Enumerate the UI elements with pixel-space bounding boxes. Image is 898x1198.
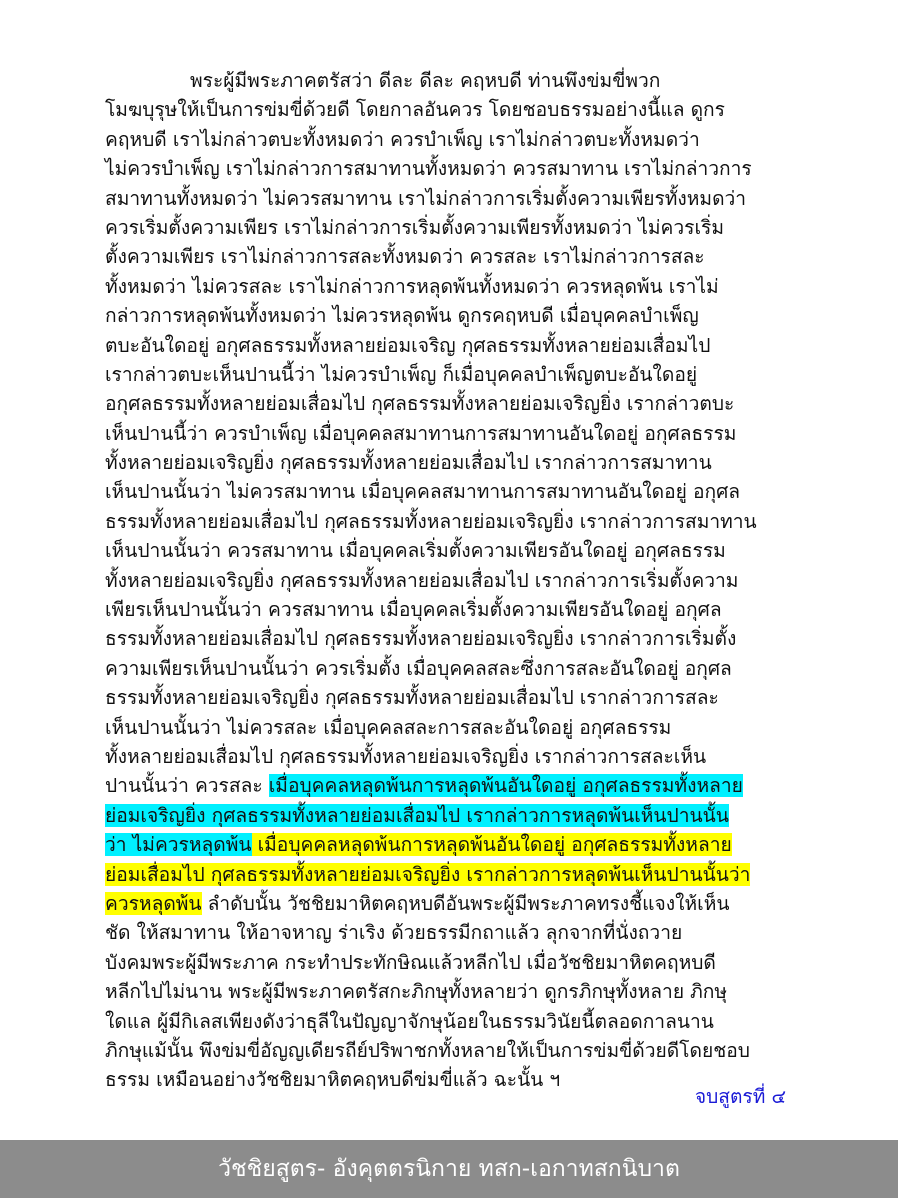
text-line: ชัด ให้สมาทาน ให้อาจหาญ ร่าเริง ด้วยธรรมีกถาแล้ว ลุกจากที่นั่งถวาย	[105, 921, 683, 945]
text-line: บังคมพระผู้มีพระภาค กระทำประทักษิณแล้วหลีกไป เมื่อวัชชิยมาหิตคฤหบดี	[105, 950, 716, 974]
text-line: ทั้งหลายย่อมเจริญยิ่ง กุศลธรรมทั้งหลายย่อมเสื่อมไป เรากล่าวการเริ่มตั้งความ	[105, 568, 739, 592]
text-line: ควรเริ่มตั้งความเพียร เราไม่กล่าวการเริ่มตั้งความเพียรทั้งหมดว่า ไม่ควรเริ่ม	[105, 215, 724, 239]
text-line: สมาทานทั้งหมดว่า ไม่ควรสมาทาน เราไม่กล่าวการเริ่มตั้งความเพียรทั้งหมดว่า	[105, 186, 747, 210]
text-line: เห็นปานนั้นว่า ไม่ควรสละ เมื่อบุคคลสละการสละอันใดอยู่ อกุศลธรรม	[105, 715, 672, 739]
text-line: เพียรเห็นปานนั้นว่า ควรสมาทาน เมื่อบุคคลเริ่มตั้งความเพียรอันใดอยู่ อกุศล	[105, 598, 722, 622]
text-line: ทั้งหลายย่อมเสื่อมไป กุศลธรรมทั้งหลายย่อมเจริญยิ่ง เรากล่าวการสละเห็น	[105, 744, 707, 768]
yellow-highlight: ควรหลุดพ้น	[105, 891, 202, 915]
cyan-highlight: เมื่อบุคคลหลุดพ้นการหลุดพ้นอันใดอยู่ อกุศลธรรมทั้งหลาย	[268, 774, 743, 798]
text-line: โมฆบุรุษให้เป็นการข่มขี่ด้วยดี โดยกาลอันควร โดยชอบธรรมอย่างนี้แล ดูกร	[105, 98, 725, 122]
sutta-body-text	[105, 66, 817, 1095]
footer-bar	[0, 1140, 898, 1198]
text-line: ธรรมทั้งหลายย่อมเจริญยิ่ง กุศลธรรมทั้งหลายย่อมเสื่อมไป เรากล่าวการสละ	[105, 686, 719, 710]
text-segment: ปานนั้นว่า ควรสละ	[105, 774, 269, 798]
text-line: ใดแล ผู้มีกิเลสเพียงดังว่าธุลีในปัญญาจักษุน้อยในธรรมวินัยนี้ตลอดกาลนาน	[105, 1009, 714, 1033]
text-line	[105, 860, 817, 889]
cyan-highlight: ว่า ไม่ควรหลุดพ้น	[105, 833, 252, 857]
yellow-highlight: ย่อมเสื่อมไป กุศลธรรมทั้งหลายย่อมเจริญยิ่ง เรากล่าวการหลุดพ้นเห็นปานนั้นว่า	[105, 862, 751, 886]
text-line: ธรรม เหมือนอย่างวัชชิยมาหิตคฤหบดีข่มขี่แล้ว ฉะนั้น ฯ	[105, 1068, 561, 1092]
text-line: ทั้งหมดว่า ไม่ควรสละ เราไม่กล่าวการหลุดพ้นทั้งหมดว่า ควรหลุดพ้น เราไม่	[105, 274, 719, 298]
text-line: ภิกษุแม้นั้น พึงข่มขี่อัญญเดียรถีย์ปริพาชกทั้งหลายให้เป็นการข่มขี่ด้วยดีโดยชอบ	[105, 1038, 750, 1062]
text-line: กล่าวการหลุดพ้นทั้งหมดว่า ไม่ควรหลุดพ้น ดูกรคฤหบดี เมื่อบุคคลบำเพ็ญ	[105, 304, 699, 328]
text-line: ธรรมทั้งหลายย่อมเสื่อมไป กุศลธรรมทั้งหลายย่อมเจริญยิ่ง เรากล่าวการสมาทาน	[105, 509, 757, 533]
text-line: คฤหบดี เราไม่กล่าวตบะทั้งหมดว่า ควรบำเพ็ญ เราไม่กล่าวตบะทั้งหมดว่า	[105, 127, 700, 151]
text-line: เรากล่าวตบะเห็นปานนี้ว่า ไม่ควรบำเพ็ญ ก็เมื่อบุคคลบำเพ็ญตบะอันใดอยู่	[105, 362, 698, 386]
text-line	[105, 889, 817, 918]
text-line: ไม่ควรบำเพ็ญ เราไม่กล่าวการสมาทานทั้งหมดว่า ควรสมาทาน เราไม่กล่าวการ	[105, 157, 752, 181]
text-line	[105, 771, 817, 800]
text-line	[105, 830, 817, 859]
text-line	[105, 801, 817, 830]
text-line: ธรรมทั้งหลายย่อมเสื่อมไป กุศลธรรมทั้งหลายย่อมเจริญยิ่ง เรากล่าวการเริ่มตั้ง	[105, 627, 737, 651]
sutta-end-marker: จบสูตรที่ ๔	[694, 1085, 786, 1108]
text-line: ความเพียรเห็นปานนั้นว่า ควรเริ่มตั้ง เมื่อบุคคลสละซึ่งการสละอันใดอยู่ อกุศล	[105, 656, 732, 680]
footer-title: วัชชิยสูตร- อังคุตตรนิกาย ทสก-เอกาทสกนิบาต	[218, 1156, 680, 1182]
text-line: หลีกไปไม่นาน พระผู้มีพระภาคตรัสกะภิกษุทั้งหลายว่า ดูกรภิกษุทั้งหลาย ภิกษุ	[105, 980, 728, 1004]
text-line: เห็นปานนั้นว่า ไม่ควรสมาทาน เมื่อบุคคลสมาทานการสมาทานอันใดอยู่ อกุศล	[105, 480, 741, 504]
text-segment: ลำดับนั้น วัชชิยมาหิตคฤหบดีอันพระผู้มีพระภาคทรงชี้แจงให้เห็น	[201, 891, 730, 915]
text-line: ตั้งความเพียร เราไม่กล่าวการสละทั้งหมดว่า ควรสละ เราไม่กล่าวการสละ	[105, 245, 705, 269]
text-line: เห็นปานนี้ว่า ควรบำเพ็ญ เมื่อบุคคลสมาทานการสมาทานอันใดอยู่ อกุศลธรรม	[105, 421, 737, 445]
yellow-highlight: เมื่อบุคคลหลุดพ้นการหลุดพ้นอันใดอยู่ อกุศลธรรมทั้งหลาย	[251, 833, 732, 857]
text-line: พระผู้มีพระภาคตรัสว่า ดีละ ดีละ คฤหบดี ท่านพึงข่มขี่พวก	[190, 69, 661, 92]
text-line: เห็นปานนั้นว่า ควรสมาทาน เมื่อบุคคลเริ่มตั้งความเพียรอันใดอยู่ อกุศลธรรม	[105, 539, 726, 563]
text-line: ทั้งหลายย่อมเจริญยิ่ง กุศลธรรมทั้งหลายย่อมเสื่อมไป เรากล่าวการสมาทาน	[105, 451, 712, 475]
text-line: อกุศลธรรมทั้งหลายย่อมเสื่อมไป กุศลธรรมทั้งหลายย่อมเจริญยิ่ง เรากล่าวตบะ	[105, 392, 735, 416]
cyan-highlight: ย่อมเจริญยิ่ง กุศลธรรมทั้งหลายย่อมเสื่อมไป เรากล่าวการหลุดพ้นเห็นปานนั้น	[105, 803, 729, 827]
text-line: ตบะอันใดอยู่ อกุศลธรรมทั้งหลายย่อมเจริญ กุศลธรรมทั้งหลายย่อมเสื่อมไป	[105, 333, 711, 357]
